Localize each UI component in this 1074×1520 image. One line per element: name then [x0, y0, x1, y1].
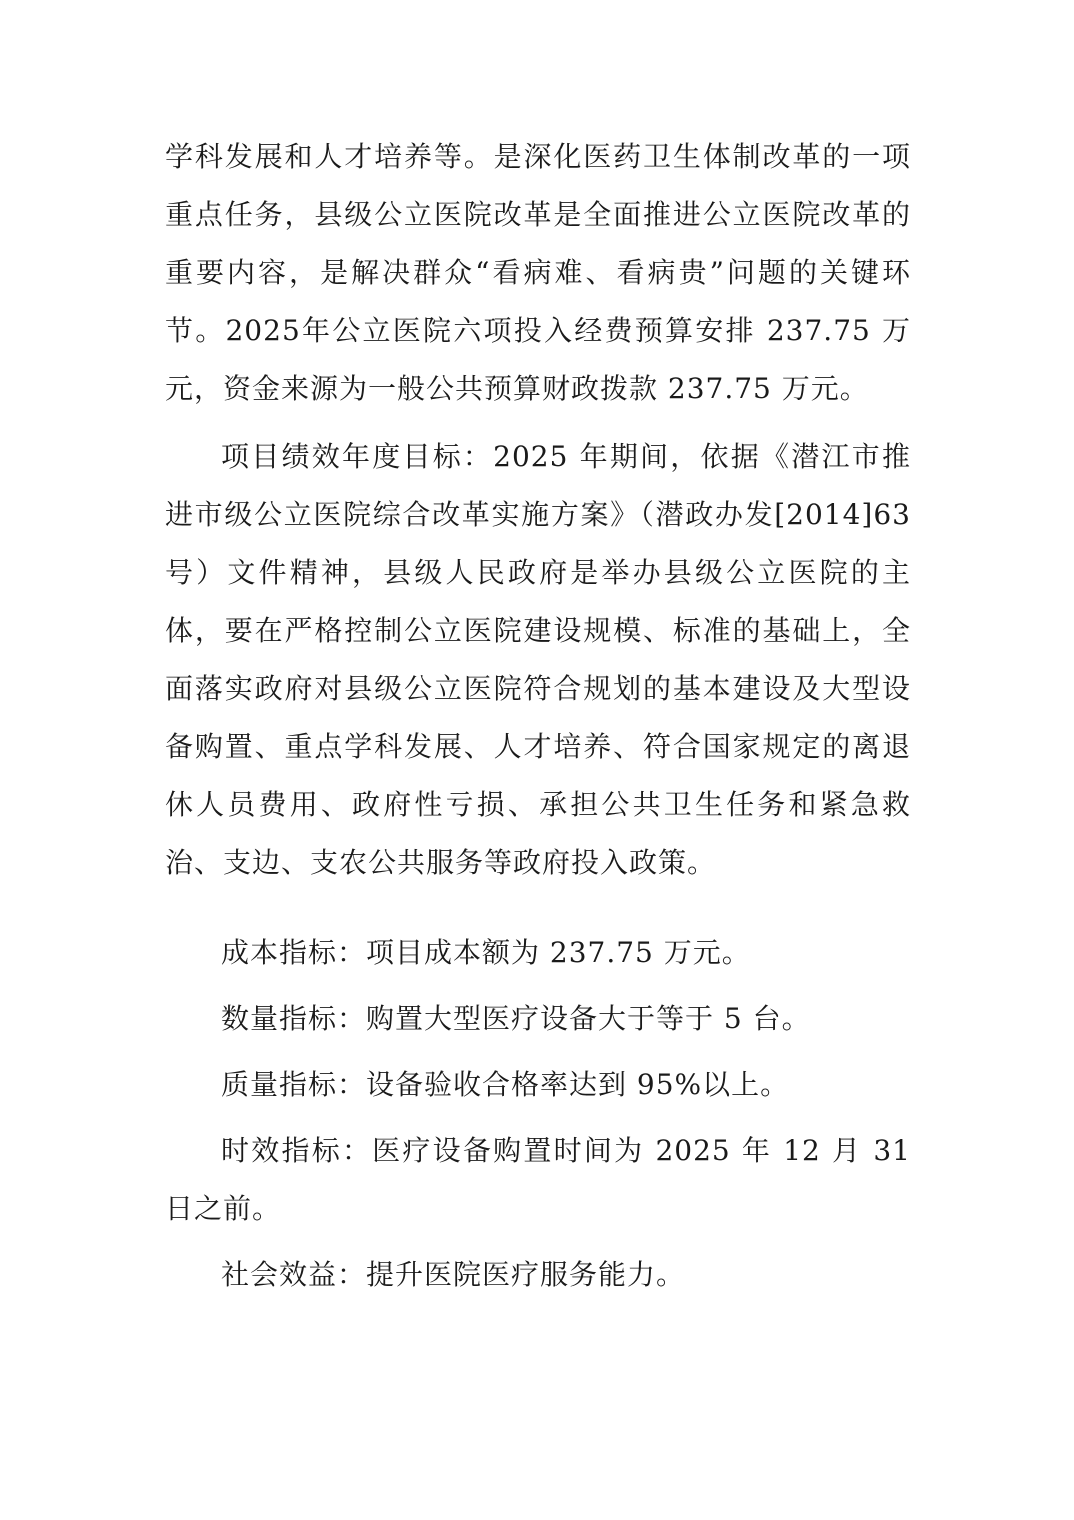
paragraph-annual-goal: 项目绩效年度目标：2025 年期间，依据《潜江市推进市级公立医院综合改革实施方案》（潜政办发[2014]63 号）文件精神，县级人民政府是举办县级公立医院的主体，要在严格控制公立医院建设规模、标准的基础上，全面落实政府对县级公立医院符合规划的基本建设及大型设备购置、重点学科发展、人才培养、符合国家规定的离退休人员费用、政府性亏损、承担公共卫生任务和紧急救治、支边、支农公共服务等政府投入政策。	[165, 440, 911, 879]
indicator-social-benefit: 社会效益：提升医院医疗服务能力。	[221, 1258, 686, 1291]
indicator-quality: 质量指标：设备验收合格率达到 95%以上。	[221, 1068, 790, 1101]
indicator-quantity: 数量指标：购置大型医疗设备大于等于 5 台。	[221, 1002, 811, 1035]
indicator-timeliness: 时效指标：医疗设备购置时间为 2025 年 12 月 31 日之前。	[165, 1134, 911, 1225]
paragraph-background: 学科发展和人才培养等。是深化医药卫生体制改革的一项重点任务，县级公立医院改革是全面推进公立医院改革的重要内容，是解决群众“看病难、看病贵”问题的关键环节。2025年公立医院六项投入经费预算安排 237.75 万元，资金来源为一般公共预算财政拨款 237.75 万元。	[165, 140, 911, 405]
document-body	[165, 128, 911, 1304]
indicator-cost: 成本指标：项目成本额为 237.75 万元。	[221, 936, 751, 969]
